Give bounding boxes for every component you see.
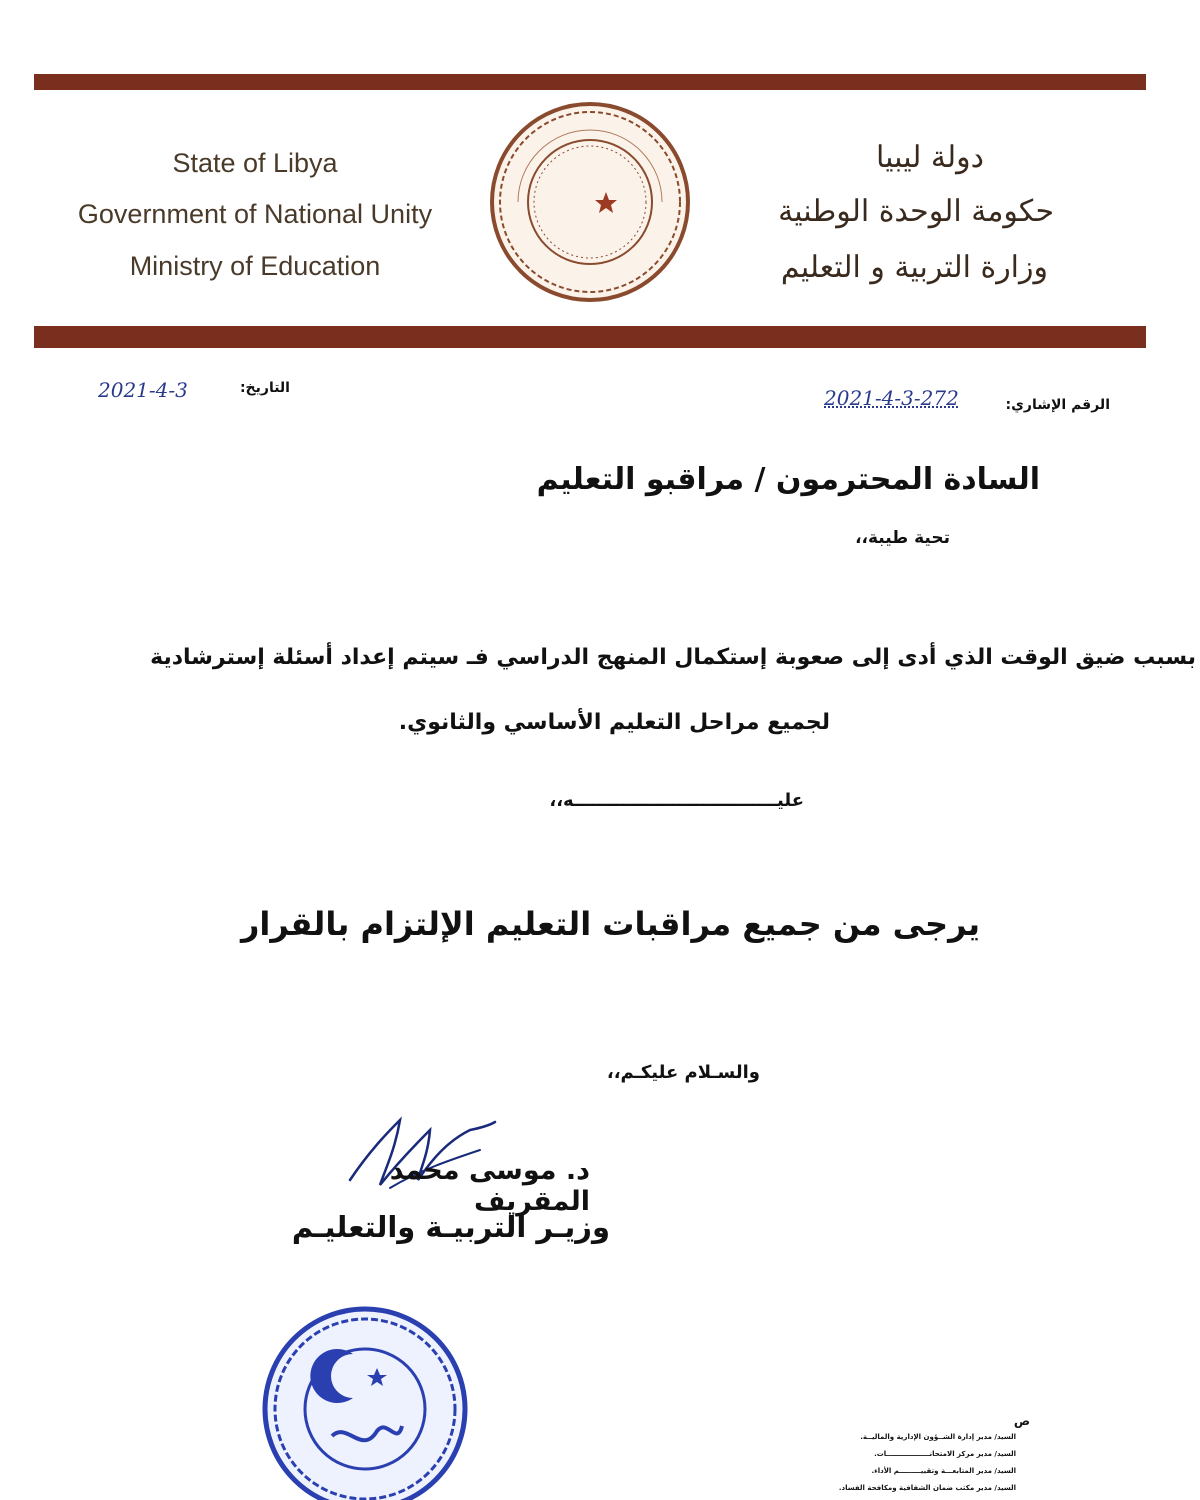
header-english-line-2: Government of National Unity: [77, 199, 433, 229]
copy-recipient-3: السيد/ مدير المتابعـــة وتقييـــــــــم الأداء.: [871, 1467, 1016, 1475]
header-band-top: [34, 74, 1146, 90]
body-line-2: لجميع مراحل التعليم الأساسي والثانوي.: [398, 710, 830, 735]
copy-recipient-2: السيد/ مدير مركز الامتحانــــــــــــــــــات.: [874, 1450, 1016, 1458]
date-value: 2021-4-3: [98, 378, 188, 402]
signatory-name: د. موسى محمد المقريف: [389, 1155, 590, 1217]
copies-label: ص: [1013, 1414, 1030, 1428]
signatory-title: وزيـر التربيـة والتعليـم: [291, 1210, 610, 1244]
therefore-line: عليـــــــــــــــــــــــــــــــــه،،: [549, 790, 804, 811]
closing: والسـلام عليكـم،،: [606, 1062, 760, 1083]
header-arabic-line-2: حكومة الوحدة الوطنية: [778, 194, 1054, 229]
header-arabic-line-3: وزارة التربية و التعليم: [780, 250, 1048, 285]
header-english-line-3: Ministry of Education: [129, 251, 381, 281]
header-english-line-1: State of Libya: [172, 148, 338, 178]
official-stamp: [262, 1306, 468, 1500]
copy-recipient-4: السيد/ مدير مكتب ضمان الشفافية ومكافحة الفساد.: [838, 1484, 1016, 1492]
reference-value: 2021-4-3-272: [824, 386, 959, 410]
reference-label: الرقم الإشاري:: [1005, 397, 1110, 413]
body-line-1: بسبب ضيق الوقت الذي أدى إلى صعوبة إستكمال المنهج الدراسي فـ سيتم إعداد أسئلة إسترشادية: [150, 645, 1196, 670]
addressee: السادة المحترمون / مراقبو التعليم: [536, 462, 1040, 497]
copy-recipient-1: السيد/ مدير إدارة الشــؤون الإدارية والماليــة.: [860, 1433, 1016, 1441]
instruction: يرجى من جميع مراقبات التعليم الإلتزام بالقرار: [240, 905, 980, 943]
header-arabic-line-1: دولة ليبيا: [875, 140, 984, 175]
date-label: التاريخ:: [239, 380, 290, 396]
greeting: تحية طيبة،،: [855, 528, 950, 548]
ministry-seal-logo: [488, 100, 692, 304]
header-band-bottom: [34, 326, 1146, 348]
